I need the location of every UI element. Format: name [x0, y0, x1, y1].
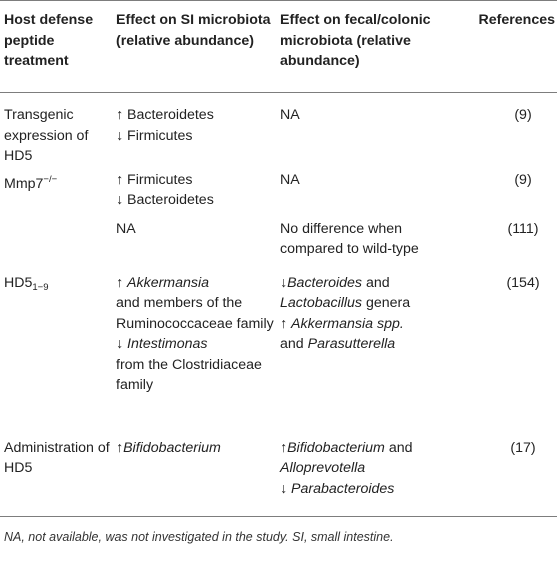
- arrow-up: ↑: [116, 439, 124, 456]
- table-row: [0, 438, 557, 517]
- genus-name: Bifidobacterium: [287, 439, 385, 456]
- arrow-down: ↓: [280, 480, 292, 497]
- treatment-subscript: 1−9: [32, 281, 49, 293]
- conjunction: and: [384, 439, 413, 456]
- si-text: from the Clostridiaceae family: [116, 356, 262, 393]
- cell-treatment: Administration of HD5: [0, 438, 112, 517]
- arrow-down: ↓: [280, 274, 288, 291]
- si-text: and members of the Ruminococcaceae family: [116, 295, 274, 332]
- treatment-superscript: −/−: [43, 173, 58, 185]
- cell-si-effect: [112, 273, 276, 438]
- cell-treatment: [0, 170, 112, 219]
- si-line: ↓ Bacteroidetes: [116, 192, 214, 208]
- cell-fecal-effect: NA: [280, 171, 300, 188]
- genus-name: Parabacteroides: [291, 480, 395, 497]
- fecal-text: genera: [362, 295, 411, 311]
- cell-si-effect: [112, 170, 276, 219]
- genus-name: Bifidobacterium: [123, 439, 221, 456]
- cell-treatment: [0, 219, 112, 273]
- si-line: ↑ Bacteroidetes: [116, 107, 214, 123]
- table-row: [0, 93, 557, 170]
- si-line: ↑ Firmicutes: [116, 171, 193, 188]
- table-footnote: NA, not available, was not investigated in the study. SI, small intestine.: [4, 530, 394, 544]
- cell-reference: (9): [514, 107, 532, 123]
- table-row: [0, 170, 557, 219]
- genus-name: Lactobacillus: [280, 295, 363, 311]
- genus-name: Alloprevotella: [280, 460, 366, 476]
- header-treatment: Host defense peptide treatment: [0, 1, 112, 93]
- conjunction: and: [362, 274, 390, 291]
- cell-si-effect: NA: [116, 220, 136, 237]
- cell-reference: (111): [507, 220, 539, 237]
- header-fecal-effect: Effect on fecal/colonic microbiota (relative abundance): [276, 1, 465, 93]
- cell-reference: (9): [514, 171, 532, 188]
- table-row: [0, 273, 557, 438]
- header-row: [0, 1, 557, 93]
- genus-name: Akkermansia: [127, 274, 210, 291]
- cell-treatment: Transgenic expression of HD5: [4, 107, 89, 164]
- cell-reference: (154): [506, 274, 540, 291]
- conjunction: and: [280, 336, 308, 352]
- table-row: [0, 219, 557, 273]
- cell-reference: (17): [465, 438, 557, 517]
- arrow-up: ↑: [116, 274, 128, 291]
- cell-si-effect: [112, 438, 276, 517]
- header-references: References: [465, 1, 557, 93]
- cell-treatment: [0, 273, 112, 438]
- si-line: ↓ Firmicutes: [116, 127, 193, 144]
- arrow-up: ↑: [280, 439, 288, 456]
- cell-si-effect: [112, 93, 276, 170]
- treatment-name: HD5: [4, 274, 33, 291]
- cell-fecal-effect: NA: [280, 107, 300, 123]
- header-si-effect: Effect on SI microbiota (relative abundance): [112, 1, 276, 93]
- cell-fecal-effect: [276, 273, 465, 438]
- genus-name: Bacteroides: [287, 274, 363, 291]
- genus-name: Intestimonas: [127, 336, 208, 352]
- genus-name: Akkermansia spp.: [291, 315, 404, 332]
- cell-fecal-effect: No difference when compared to wild-type: [280, 220, 419, 257]
- genus-name: Parasutterella: [307, 336, 396, 352]
- cell-fecal-effect: [276, 438, 465, 517]
- arrow-up: ↑: [280, 315, 292, 332]
- arrow-down: ↓: [116, 336, 128, 352]
- treatment-name: Mmp7: [4, 175, 44, 192]
